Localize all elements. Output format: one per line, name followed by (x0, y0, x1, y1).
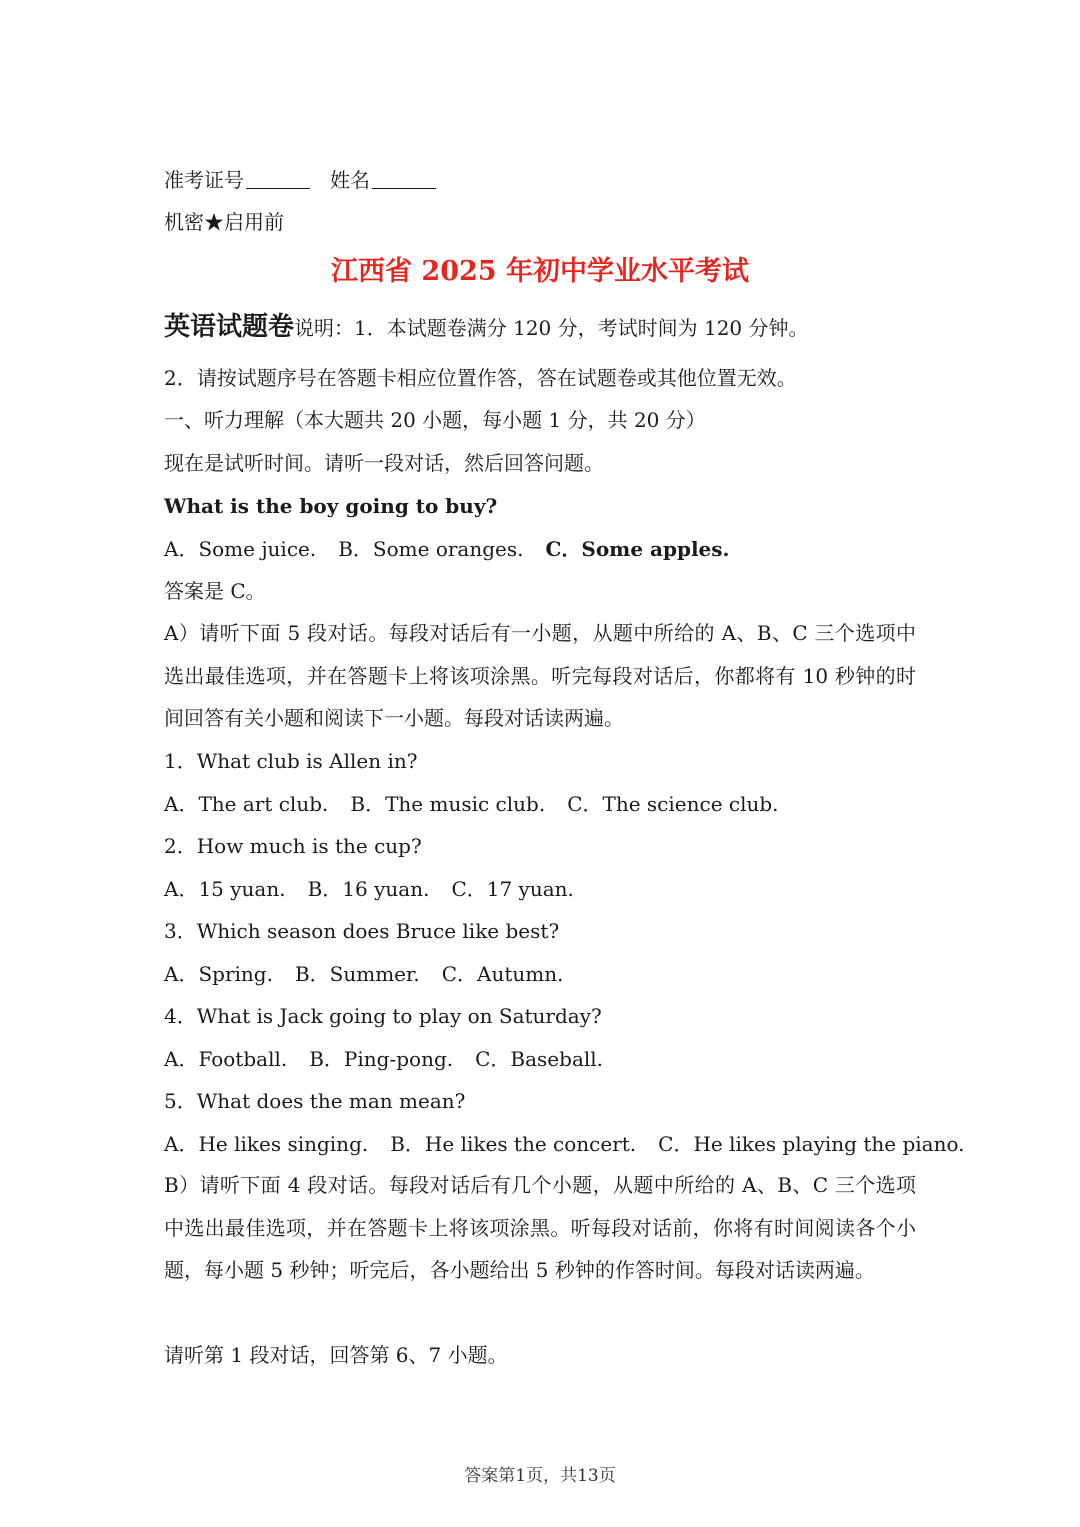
part-b-instruction: B）请听下面 4 段对话。每段对话后有几个小题，从题中所给的 A、B、C 三个选项中选出最佳选项，并在答题卡上将该项涂黑。听每段对话前，你将有时间阅读各个小题，每小题 5 秒钟；听完后，各小题给出 5 秒钟的作答时间。每段对话读两遍。 (164, 1173, 916, 1282)
trial-options (164, 535, 730, 563)
name-label: 姓名 (330, 168, 370, 192)
q5-option-c: C．He likes playing the piano. (658, 1132, 965, 1156)
q3-option-c: C．Autumn. (441, 962, 564, 986)
trial-option-a: A．Some juice. (164, 537, 317, 561)
q5-option-b: B．He likes the concert. (390, 1132, 637, 1156)
q1-option-b: B．The music club. (350, 792, 546, 816)
q2-option-a: A．15 yuan. (164, 877, 286, 901)
exam-title: 江西省 2025 年初中学业水平考试 (331, 256, 749, 287)
name-blank (372, 168, 436, 189)
q4-option-a: A．Football. (164, 1047, 288, 1071)
q4-option-c: C．Baseball. (475, 1047, 604, 1071)
trial-option-b: B．Some oranges. (338, 537, 524, 561)
secret-label: 机密★启用前 (164, 210, 284, 234)
q3-option-a: A．Spring. (164, 962, 273, 986)
trial-question: What is the boy going to buy? (164, 494, 498, 518)
question-4-options (164, 1045, 603, 1073)
part-a-instruction: A）请听下面 5 段对话。每段对话后有一小题，从题中所给的 A、B、C 三个选项中选出最佳选项，并在答题卡上将该项涂黑。听完每段对话后，你都将有 10 秒钟的时间回答有关小题和阅读下一小题。每段对话读两遍。 (164, 621, 916, 730)
section-heading: 一、听力理解（本大题共 20 小题，每小题 1 分，共 20 分） (164, 408, 706, 432)
question-5: 5．What does the man mean? (164, 1089, 466, 1113)
question-2: 2．How much is the cup? (164, 834, 422, 858)
subject-note-row (164, 313, 809, 342)
question-2-options (164, 875, 574, 903)
subject-title: 英语试题卷 (164, 312, 295, 342)
question-1: 1．What club is Allen in? (164, 749, 418, 773)
dialogue-1-intro: 请听第 1 段对话，回答第 6、7 小题。 (164, 1343, 508, 1367)
question-1-options (164, 790, 779, 818)
q1-option-a: A．The art club. (164, 792, 329, 816)
q1-option-c: C．The science club. (567, 792, 779, 816)
page-footer: 答案第1页，共13页 (464, 1466, 616, 1486)
trial-option-c: C．Some apples. (545, 537, 730, 561)
q5-option-a: A．He likes singing. (164, 1132, 369, 1156)
question-4: 4．What is Jack going to play on Saturday? (164, 1004, 602, 1028)
exam-id-blank (246, 168, 310, 189)
trial-intro: 现在是试听时间。请听一段对话，然后回答问题。 (164, 451, 604, 475)
question-5-options (164, 1130, 965, 1158)
note-1: 说明：1．本试题卷满分 120 分，考试时间为 120 分钟。 (294, 316, 809, 340)
question-3-options (164, 960, 563, 988)
exam-id-label: 准考证号 (164, 168, 244, 192)
q2-option-c: C．17 yuan. (451, 877, 574, 901)
exam-id-name-row (164, 166, 456, 194)
trial-answer: 答案是 C。 (164, 579, 266, 603)
note-2: 2．请按试题序号在答题卡相应位置作答，答在试题卷或其他位置无效。 (164, 366, 797, 390)
q4-option-b: B．Ping-pong. (309, 1047, 454, 1071)
q3-option-b: B．Summer. (294, 962, 420, 986)
q2-option-b: B．16 yuan. (307, 877, 430, 901)
question-3: 3．Which season does Bruce like best? (164, 919, 560, 943)
